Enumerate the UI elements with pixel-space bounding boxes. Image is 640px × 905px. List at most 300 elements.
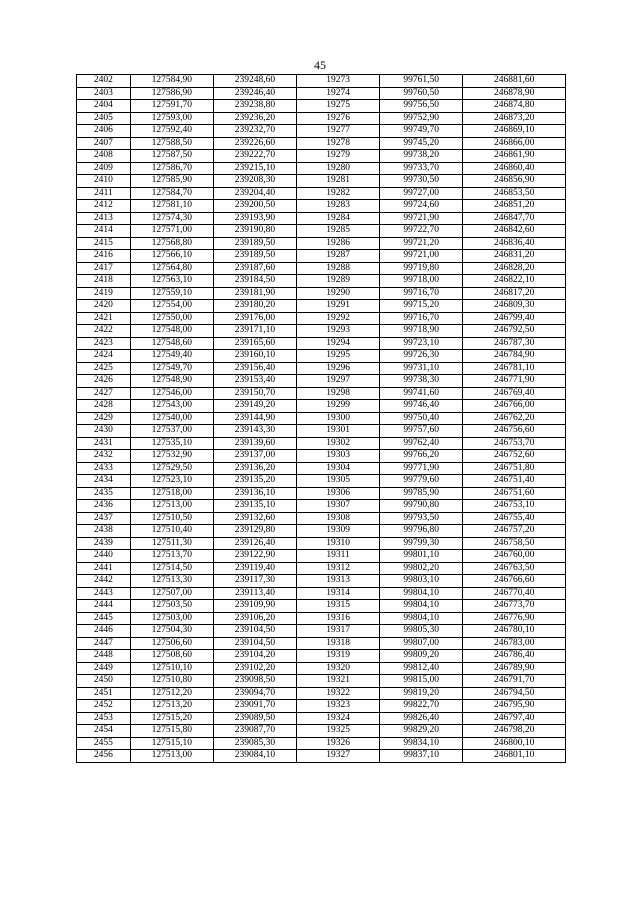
table-cell: 239102,20 (213, 662, 296, 675)
table-cell: 127586,70 (130, 162, 213, 175)
table-row (77, 237, 566, 250)
table-cell: 2436 (77, 500, 131, 513)
table-row (77, 425, 566, 438)
table-cell: 2408 (77, 150, 131, 163)
table-cell: 127588,50 (130, 137, 213, 150)
table-cell: 127512,20 (130, 687, 213, 700)
table-cell: 2427 (77, 387, 131, 400)
table-cell: 239136,10 (213, 487, 296, 500)
table-cell: 19305 (297, 475, 380, 488)
table-cell: 239137,00 (213, 450, 296, 463)
table-cell: 2424 (77, 350, 131, 363)
table-row (77, 587, 566, 600)
table-cell: 246760,00 (463, 550, 566, 563)
table-cell: 127510,40 (130, 525, 213, 538)
table-cell: 127515,10 (130, 737, 213, 750)
table-cell: 2429 (77, 412, 131, 425)
table-row (77, 625, 566, 638)
table-cell: 19300 (297, 412, 380, 425)
table-cell: 19315 (297, 600, 380, 613)
table-cell: 99723,10 (380, 337, 463, 350)
table-cell: 19290 (297, 287, 380, 300)
table-cell: 127514,50 (130, 562, 213, 575)
table-cell: 2445 (77, 612, 131, 625)
table-cell: 99741,60 (380, 387, 463, 400)
table-cell: 239153,40 (213, 375, 296, 388)
table-cell: 19289 (297, 275, 380, 288)
table-cell: 99804,10 (380, 587, 463, 600)
table-cell: 239106,20 (213, 612, 296, 625)
table-cell: 239104,50 (213, 625, 296, 638)
table-cell: 246781,10 (463, 362, 566, 375)
table-cell: 246851,20 (463, 200, 566, 213)
table-cell: 239109,90 (213, 600, 296, 613)
table-cell: 127591,70 (130, 100, 213, 113)
table-cell: 2443 (77, 587, 131, 600)
table-cell: 2441 (77, 562, 131, 575)
table-cell: 99721,90 (380, 212, 463, 225)
table-cell: 2425 (77, 362, 131, 375)
table-row (77, 225, 566, 238)
table-cell: 127513,00 (130, 750, 213, 763)
table-cell: 239200,50 (213, 200, 296, 213)
table-cell: 2428 (77, 400, 131, 413)
table-cell: 246753,70 (463, 437, 566, 450)
table-cell: 127510,10 (130, 662, 213, 675)
table-cell: 19287 (297, 250, 380, 263)
table-cell: 246842,60 (463, 225, 566, 238)
table-cell: 239084,10 (213, 750, 296, 763)
table-cell: 246766,00 (463, 400, 566, 413)
table-cell: 19321 (297, 675, 380, 688)
table-cell: 2453 (77, 712, 131, 725)
table-row (77, 500, 566, 513)
table-cell: 99727,00 (380, 187, 463, 200)
table-cell: 127574,30 (130, 212, 213, 225)
table-cell: 127513,00 (130, 500, 213, 513)
table-cell: 2455 (77, 737, 131, 750)
table-row (77, 200, 566, 213)
table-cell: 239089,50 (213, 712, 296, 725)
table-cell: 99724,60 (380, 200, 463, 213)
table-row (77, 287, 566, 300)
table-cell: 19298 (297, 387, 380, 400)
table-cell: 239119,40 (213, 562, 296, 575)
table-cell: 127549,70 (130, 362, 213, 375)
table-row (77, 450, 566, 463)
table-row (77, 637, 566, 650)
table-cell: 127503,50 (130, 600, 213, 613)
table-row (77, 487, 566, 500)
table-cell: 2423 (77, 337, 131, 350)
table-cell: 99807,00 (380, 637, 463, 650)
table-cell: 246784,90 (463, 350, 566, 363)
table-cell: 239156,40 (213, 362, 296, 375)
table-cell: 246751,40 (463, 475, 566, 488)
table-cell: 239094,70 (213, 687, 296, 700)
table-cell: 239176,00 (213, 312, 296, 325)
table-cell: 19296 (297, 362, 380, 375)
table-cell: 239104,50 (213, 637, 296, 650)
table-cell: 2447 (77, 637, 131, 650)
table-cell: 99716,70 (380, 287, 463, 300)
table-cell: 239098,50 (213, 675, 296, 688)
table-cell: 239246,40 (213, 87, 296, 100)
table-cell: 19293 (297, 325, 380, 338)
table-cell: 127535,10 (130, 437, 213, 450)
table-cell: 99761,50 (380, 75, 463, 88)
table-cell: 99802,20 (380, 562, 463, 575)
table-cell: 239226,60 (213, 137, 296, 150)
table-cell: 127568,80 (130, 237, 213, 250)
table-cell: 127592,40 (130, 125, 213, 138)
table-cell: 127510,50 (130, 512, 213, 525)
table-row (77, 212, 566, 225)
table-cell: 246809,30 (463, 300, 566, 313)
table-cell: 239132,60 (213, 512, 296, 525)
table-cell: 127587,50 (130, 150, 213, 163)
table-row (77, 550, 566, 563)
table-row (77, 387, 566, 400)
table-cell: 239181,90 (213, 287, 296, 300)
table-cell: 99738,30 (380, 375, 463, 388)
table-cell: 239085,30 (213, 737, 296, 750)
table-cell: 19322 (297, 687, 380, 700)
table-cell: 127537,00 (130, 425, 213, 438)
table-cell: 246776,90 (463, 612, 566, 625)
table-cell: 2414 (77, 225, 131, 238)
table-cell: 246751,60 (463, 487, 566, 500)
table-cell: 127515,20 (130, 712, 213, 725)
table-cell: 239149,20 (213, 400, 296, 413)
table-cell: 239129,80 (213, 525, 296, 538)
table-cell: 19281 (297, 175, 380, 188)
table-cell: 99819,20 (380, 687, 463, 700)
table-cell: 99730,50 (380, 175, 463, 188)
table-cell: 2438 (77, 525, 131, 538)
table-cell: 19277 (297, 125, 380, 138)
table-cell: 2413 (77, 212, 131, 225)
table-cell: 239160,10 (213, 350, 296, 363)
table-cell: 127504,30 (130, 625, 213, 638)
table-cell: 19297 (297, 375, 380, 388)
table-cell: 127593,00 (130, 112, 213, 125)
table-cell: 127513,30 (130, 575, 213, 588)
table-cell: 2432 (77, 450, 131, 463)
table-cell: 246780,10 (463, 625, 566, 638)
table-cell: 239087,70 (213, 725, 296, 738)
table-cell: 246861,90 (463, 150, 566, 163)
table-cell: 2418 (77, 275, 131, 288)
table-row (77, 100, 566, 113)
table-cell: 246771,90 (463, 375, 566, 388)
table-cell: 246836,40 (463, 237, 566, 250)
table-cell: 246831,20 (463, 250, 566, 263)
table-cell: 246757,20 (463, 525, 566, 538)
table-cell: 239136,20 (213, 462, 296, 475)
table-row (77, 662, 566, 675)
table-row (77, 275, 566, 288)
table-cell: 99815,00 (380, 675, 463, 688)
table-cell: 19295 (297, 350, 380, 363)
table-cell: 99757,60 (380, 425, 463, 438)
table-cell: 99745,20 (380, 137, 463, 150)
table-cell: 99805,30 (380, 625, 463, 638)
table-cell: 246817,20 (463, 287, 566, 300)
table-cell: 239104,20 (213, 650, 296, 663)
table-cell: 99726,30 (380, 350, 463, 363)
coordinates-table (76, 74, 566, 763)
table-cell: 2435 (77, 487, 131, 500)
table-cell: 2444 (77, 600, 131, 613)
table-cell: 2448 (77, 650, 131, 663)
table-cell: 19299 (297, 400, 380, 413)
table-row (77, 300, 566, 313)
table-cell: 239113,40 (213, 587, 296, 600)
table-cell: 246797,40 (463, 712, 566, 725)
table-cell: 246756,60 (463, 425, 566, 438)
table-row (77, 400, 566, 413)
table-cell: 99718,00 (380, 275, 463, 288)
table-row (77, 700, 566, 713)
table-cell: 127564,80 (130, 262, 213, 275)
table-cell: 239189,50 (213, 250, 296, 263)
table-cell: 246786,40 (463, 650, 566, 663)
table-cell: 19280 (297, 162, 380, 175)
table-cell: 99812,40 (380, 662, 463, 675)
table-cell: 246873,20 (463, 112, 566, 125)
table-cell: 246800,10 (463, 737, 566, 750)
table-row (77, 712, 566, 725)
table-cell: 127508,60 (130, 650, 213, 663)
table-cell: 99837,10 (380, 750, 463, 763)
table-cell: 19320 (297, 662, 380, 675)
table-row (77, 312, 566, 325)
table-cell: 19325 (297, 725, 380, 738)
table-row (77, 437, 566, 450)
table-cell: 19318 (297, 637, 380, 650)
table-cell: 246853,50 (463, 187, 566, 200)
table-cell: 127550,00 (130, 312, 213, 325)
table-cell: 246773,70 (463, 600, 566, 613)
table-cell: 99804,10 (380, 612, 463, 625)
table-cell: 99716,70 (380, 312, 463, 325)
table-cell: 127549,40 (130, 350, 213, 363)
table-cell: 19285 (297, 225, 380, 238)
table-cell: 239193,90 (213, 212, 296, 225)
table-cell: 99771,90 (380, 462, 463, 475)
table-row (77, 112, 566, 125)
table-cell: 99793,50 (380, 512, 463, 525)
table-cell: 246869,10 (463, 125, 566, 138)
table-cell: 239122,90 (213, 550, 296, 563)
table-cell: 19312 (297, 562, 380, 575)
table-cell: 99719,80 (380, 262, 463, 275)
table-cell: 127559,10 (130, 287, 213, 300)
table-cell: 246799,40 (463, 312, 566, 325)
table-row (77, 150, 566, 163)
table-cell: 246822,10 (463, 275, 566, 288)
table-row (77, 525, 566, 538)
table-cell: 239208,30 (213, 175, 296, 188)
table-cell: 99834,10 (380, 737, 463, 750)
table-cell: 246763,50 (463, 562, 566, 575)
table-cell: 246783,00 (463, 637, 566, 650)
table-cell: 2412 (77, 200, 131, 213)
table-cell: 99731,10 (380, 362, 463, 375)
table-cell: 19291 (297, 300, 380, 313)
table-cell: 239215,10 (213, 162, 296, 175)
table-row (77, 262, 566, 275)
table-cell: 99790,80 (380, 500, 463, 513)
table-row (77, 612, 566, 625)
table-cell: 99829,20 (380, 725, 463, 738)
table-row (77, 250, 566, 263)
table-cell: 19309 (297, 525, 380, 538)
table-cell: 2450 (77, 675, 131, 688)
table-cell: 246828,20 (463, 262, 566, 275)
table-cell: 2405 (77, 112, 131, 125)
table-cell: 127532,90 (130, 450, 213, 463)
table-cell: 239238,80 (213, 100, 296, 113)
table-cell: 99746,40 (380, 400, 463, 413)
table-cell: 127540,00 (130, 412, 213, 425)
table-cell: 99756,50 (380, 100, 463, 113)
table-cell: 127523,10 (130, 475, 213, 488)
table-cell: 127548,90 (130, 375, 213, 388)
table-cell: 19275 (297, 100, 380, 113)
table-cell: 99766,20 (380, 450, 463, 463)
table-cell: 246758,50 (463, 537, 566, 550)
table-row (77, 125, 566, 138)
table-cell: 2440 (77, 550, 131, 563)
table-cell: 246751,80 (463, 462, 566, 475)
table-row (77, 325, 566, 338)
table-cell: 2430 (77, 425, 131, 438)
table-cell: 127529,50 (130, 462, 213, 475)
table-cell: 19323 (297, 700, 380, 713)
table-row (77, 687, 566, 700)
page-number: 45 (314, 58, 326, 72)
table-cell: 99822,70 (380, 700, 463, 713)
table-cell: 2439 (77, 537, 131, 550)
table-cell: 2407 (77, 137, 131, 150)
table-cell: 127563,10 (130, 275, 213, 288)
table-cell: 2451 (77, 687, 131, 700)
table-cell: 19306 (297, 487, 380, 500)
table-cell: 2416 (77, 250, 131, 263)
table-cell: 246753,10 (463, 500, 566, 513)
table-cell: 19278 (297, 137, 380, 150)
table-cell: 246787,30 (463, 337, 566, 350)
table-cell: 246752,60 (463, 450, 566, 463)
table-cell: 99733,70 (380, 162, 463, 175)
table-cell: 246770,40 (463, 587, 566, 600)
table-cell: 127546,00 (130, 387, 213, 400)
table-cell: 246866,00 (463, 137, 566, 150)
table-row (77, 137, 566, 150)
table-cell: 2456 (77, 750, 131, 763)
table-cell: 2434 (77, 475, 131, 488)
table-cell: 99721,00 (380, 250, 463, 263)
table-row (77, 600, 566, 613)
table-cell: 246801,10 (463, 750, 566, 763)
table-cell: 19302 (297, 437, 380, 450)
table-cell: 246791,70 (463, 675, 566, 688)
table-cell: 99826,40 (380, 712, 463, 725)
table-cell: 127586,90 (130, 87, 213, 100)
table-cell: 99785,90 (380, 487, 463, 500)
table-cell: 19284 (297, 212, 380, 225)
table-row (77, 475, 566, 488)
table-cell: 2410 (77, 175, 131, 188)
table-cell: 99750,40 (380, 412, 463, 425)
table-cell: 239144,90 (213, 412, 296, 425)
table-cell: 19294 (297, 337, 380, 350)
table-cell: 246860,40 (463, 162, 566, 175)
table-cell: 19279 (297, 150, 380, 163)
table-cell: 239190,80 (213, 225, 296, 238)
table-cell: 99738,20 (380, 150, 463, 163)
table-cell: 2437 (77, 512, 131, 525)
table-cell: 246762,20 (463, 412, 566, 425)
table-cell: 19282 (297, 187, 380, 200)
table-cell: 2452 (77, 700, 131, 713)
table-row (77, 187, 566, 200)
table-cell: 99804,10 (380, 600, 463, 613)
table-cell: 19319 (297, 650, 380, 663)
table-cell: 99762,40 (380, 437, 463, 450)
table-cell: 127511,30 (130, 537, 213, 550)
table-row (77, 462, 566, 475)
table-cell: 246755,40 (463, 512, 566, 525)
table-cell: 239232,70 (213, 125, 296, 138)
table-cell: 127554,00 (130, 300, 213, 313)
table-row (77, 375, 566, 388)
table-cell: 246847,70 (463, 212, 566, 225)
table-cell: 127584,70 (130, 187, 213, 200)
table-cell: 19307 (297, 500, 380, 513)
table-cell: 239117,30 (213, 575, 296, 588)
table-cell: 239171,10 (213, 325, 296, 338)
table-row (77, 87, 566, 100)
table-cell: 2406 (77, 125, 131, 138)
table-row (77, 412, 566, 425)
table-cell: 19273 (297, 75, 380, 88)
table-cell: 239222,70 (213, 150, 296, 163)
table-cell: 99799,30 (380, 537, 463, 550)
table-cell: 99749,70 (380, 125, 463, 138)
table-cell: 246878,90 (463, 87, 566, 100)
table-cell: 2433 (77, 462, 131, 475)
table-cell: 2409 (77, 162, 131, 175)
table-cell: 239139,60 (213, 437, 296, 450)
table-row (77, 175, 566, 188)
table-cell: 246856,90 (463, 175, 566, 188)
table-cell: 2415 (77, 237, 131, 250)
table-cell: 2442 (77, 575, 131, 588)
table-cell: 19308 (297, 512, 380, 525)
table-cell: 2449 (77, 662, 131, 675)
table-cell: 2417 (77, 262, 131, 275)
table-cell: 239189,50 (213, 237, 296, 250)
table-cell: 239135,20 (213, 475, 296, 488)
table-cell: 99715,20 (380, 300, 463, 313)
table-cell: 19314 (297, 587, 380, 600)
table-row (77, 737, 566, 750)
table-cell: 19288 (297, 262, 380, 275)
table-cell: 19317 (297, 625, 380, 638)
